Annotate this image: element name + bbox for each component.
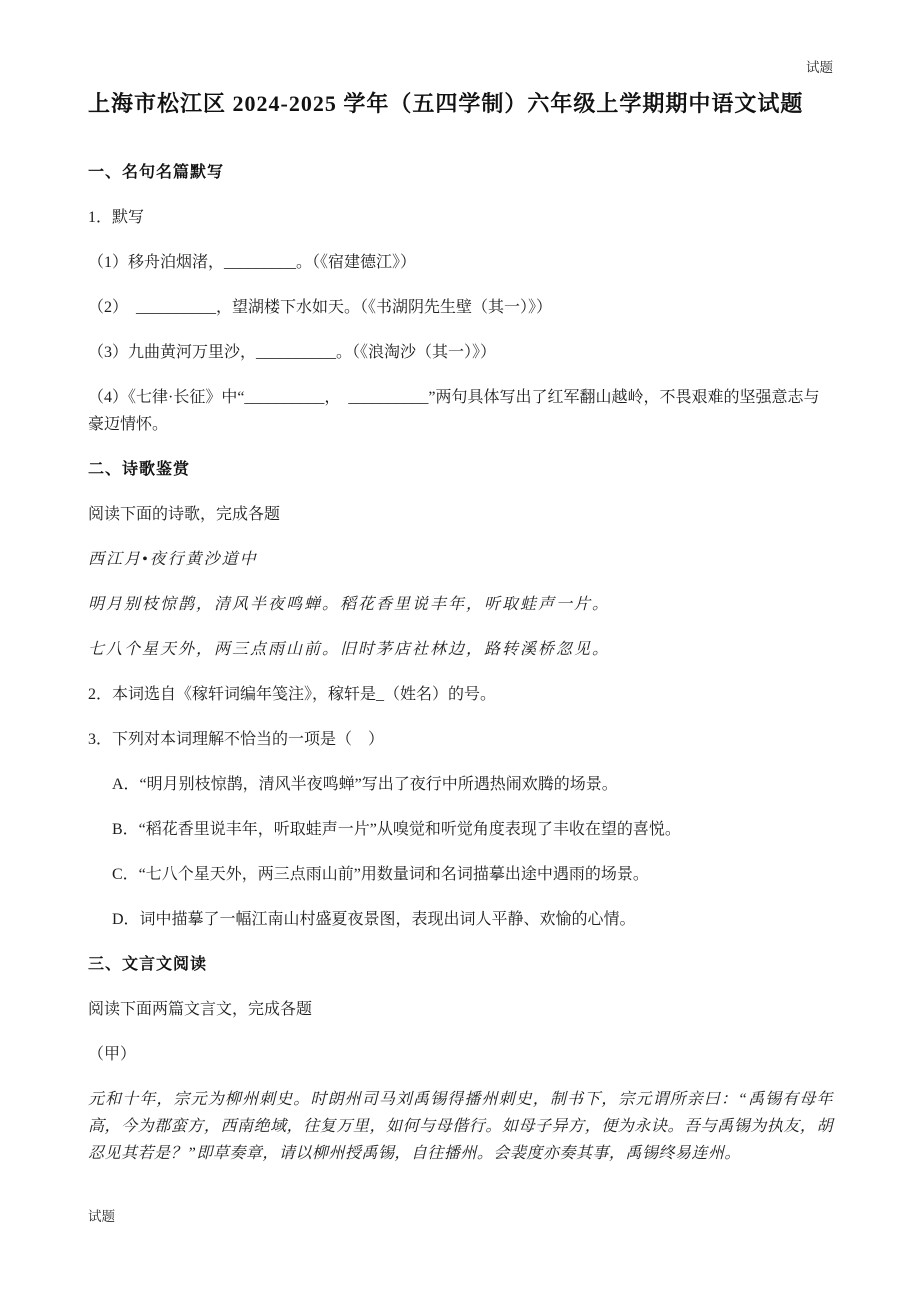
classical-passage: 元和十年，宗元为柳州刺史。时朗州司马刘禹锡得播州刺史，制书下，宗元谓所亲曰：“禹锡有母年高，今为郡蛮方，西南绝域，往复万里，如何与母偕行。如母子异方，便为永诀。吾与禹锡为执友，胡忍见其若是？”即草奏章，请以柳州授禹锡，自往播州。会裴度亦奏其事，禹锡终易连州。 — [88, 1091, 833, 1162]
poem-line-1: 明月别枝惊鹊，清风半夜鸣蝉。稻花香里说丰年，听取蛙声一片。 — [88, 596, 611, 613]
section2-intro: 阅读下面的诗歌，完成各题 — [88, 506, 281, 523]
question-1-stem: 1．默写 — [88, 209, 145, 226]
dictation-item-1: （1）移舟泊烟渚，_________。（《宿建德江》） — [88, 254, 417, 271]
page-title: 上海市松江区 2024-2025 学年（五四学制）六年级上学期期中语文试题 — [88, 91, 804, 116]
passage-label: （甲） — [88, 1046, 137, 1063]
section1-heading: 一、名句名篇默写 — [88, 164, 225, 181]
section3-heading: 三、文言文阅读 — [88, 956, 208, 973]
question-3-option-b: B．“稻花香里说丰年，听取蛙声一片”从嗅觉和听觉角度表现了丰收在望的喜悦。 — [112, 821, 681, 838]
question-2-stem: 2．本词选自《稼轩词编年笺注》，稼轩是_（姓名）的号。 — [88, 686, 497, 703]
page-footer — [88, 1207, 115, 1226]
section2-heading: 二、诗歌鉴赏 — [88, 461, 191, 478]
footer-page-label: 试题 — [88, 1209, 115, 1224]
dictation-item-3: （3）九曲黄河万里沙，__________。（《浪淘沙（其一）》） — [88, 344, 497, 361]
question-3-option-a: A．“明月别枝惊鹊，清风半夜鸣蝉”写出了夜行中所遇热闹欢腾的场景。 — [112, 776, 618, 793]
dictation-item-2: （2） __________，望湖楼下水如天。（《书湖阴先生壁（其一）》） — [88, 299, 553, 316]
question-3-option-c: C．“七八个星天外，两三点雨山前”用数量词和名词描摹出途中遇雨的场景。 — [112, 866, 649, 883]
question-3-option-d: D．词中描摹了一幅江南山村盛夏夜景图，表现出词人平静、欢愉的心情。 — [112, 911, 636, 928]
section3-intro: 阅读下面两篇文言文，完成各题 — [88, 1001, 313, 1018]
header-page-label: 试题 — [806, 60, 833, 75]
dictation-item-4: （4）《七律·长征》中“__________， __________”两句具体写出了红军翻山越岭，不畏艰难的坚强意志与豪迈情怀。 — [88, 389, 820, 433]
page-header — [88, 58, 833, 77]
poem-line-2: 七八个星天外，两三点雨山前。旧时茅店社林边，路转溪桥忽见。 — [88, 641, 611, 658]
poem-title: 西江月•夜行黄沙道中 — [88, 551, 258, 568]
question-3-stem: 3．下列对本词理解不恰当的一项是（ ） — [88, 731, 385, 748]
